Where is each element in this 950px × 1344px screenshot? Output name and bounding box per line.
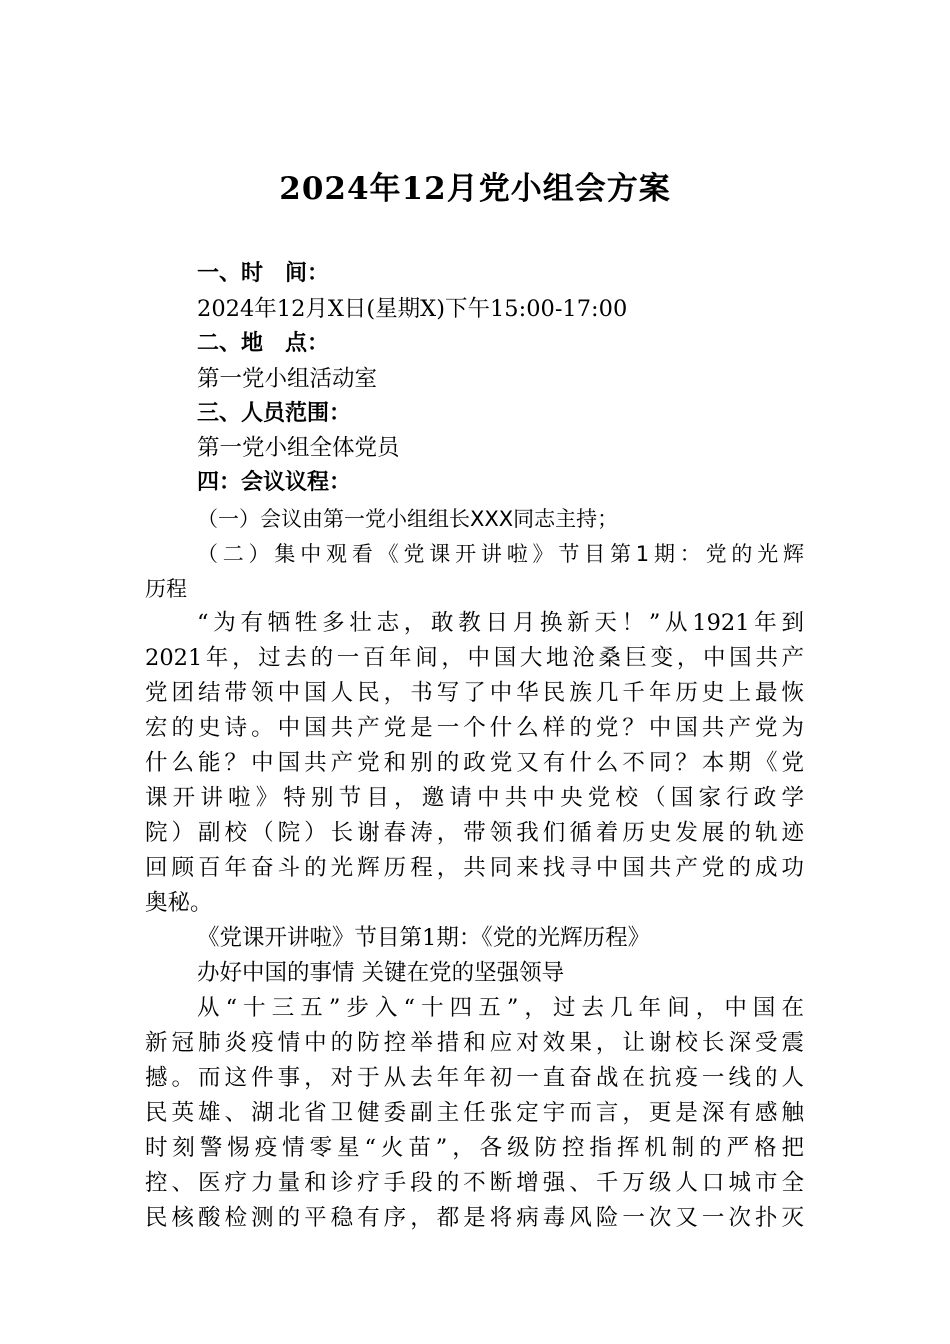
agenda-item-2-line-2: 历程 (145, 577, 187, 601)
paragraph-1-line: 院）副校（院）长谢春涛，带领我们循着历史发展的轨迹 (145, 820, 804, 846)
people-heading: 三、人员范围： (197, 401, 352, 426)
place-value: 第一党小组活动室 (197, 366, 378, 392)
paragraph-2-line: 从“十三五”步入“十四五”，过去几年间，中国在 (197, 995, 804, 1021)
paragraph-1-line: 奥秘。 (145, 890, 213, 916)
people-value: 第一党小组全体党员 (197, 435, 400, 461)
paragraph-2-line: 控、医疗力量和诊疗手段的不断增强、千万级人口城市全 (145, 1170, 804, 1196)
time-heading: 一、时 间： (197, 261, 330, 286)
agenda-item-2-line-1: （二）集中观看《党课开讲啦》节目第1期：党的光辉 (197, 542, 804, 566)
paragraph-1-line: 宏的史诗。中国共产党是一个什么样的党？中国共产党为 (145, 715, 804, 741)
paragraph-1-line: 党团结带领中国人民，书写了中华民族几千年历史上最恢 (145, 680, 804, 706)
paragraph-1-line: 课开讲啦》特别节目，邀请中共中央党校（国家行政学 (145, 785, 804, 811)
paragraph-2-line: 民英雄、湖北省卫健委副主任张定宇而言，更是深有感触 (145, 1100, 804, 1126)
paragraph-1-line: “为有牺牲多壮志，敢教日月换新天！”从1921年到 (197, 610, 804, 636)
agenda-item-1: （一）会议由第一党小组组长XXX同志主持； (197, 507, 619, 531)
paragraph-2-line: 撼。而这件事，对于从去年年初一直奋战在抗疫一线的人 (145, 1065, 804, 1091)
time-value: 2024年12月X日(星期X)下午15:00-17:00 (197, 296, 628, 322)
paragraph-2-line: 时刻警惕疫情零星“火苗”，各级防控指挥机制的严格把 (145, 1135, 804, 1161)
agenda-heading: 四：会议议程： (197, 470, 352, 495)
place-heading: 二、地 点： (197, 331, 330, 356)
document-title: 2024年12月党小组会方案 (279, 171, 671, 207)
paragraph-1-line: 什么能？中国共产党和别的政党又有什么不同？本期《党 (145, 750, 804, 776)
paragraph-2-line: 新冠肺炎疫情中的防控举措和应对效果，让谢校长深受震 (145, 1030, 804, 1056)
subheading: 办好中国的事情 关键在党的坚强领导 (197, 960, 565, 986)
paragraph-1-line: 2021年，过去的一百年间，中国大地沧桑巨变，中国共产 (145, 645, 804, 671)
paragraph-2-line: 民核酸检测的平稳有序，都是将病毒风险一次又一次扑灭 (145, 1205, 804, 1231)
program-title: 《党课开讲啦》节目第1期：《党的光辉历程》 (197, 925, 651, 951)
paragraph-1-line: 回顾百年奋斗的光辉历程，共同来找寻中国共产党的成功 (145, 855, 804, 881)
